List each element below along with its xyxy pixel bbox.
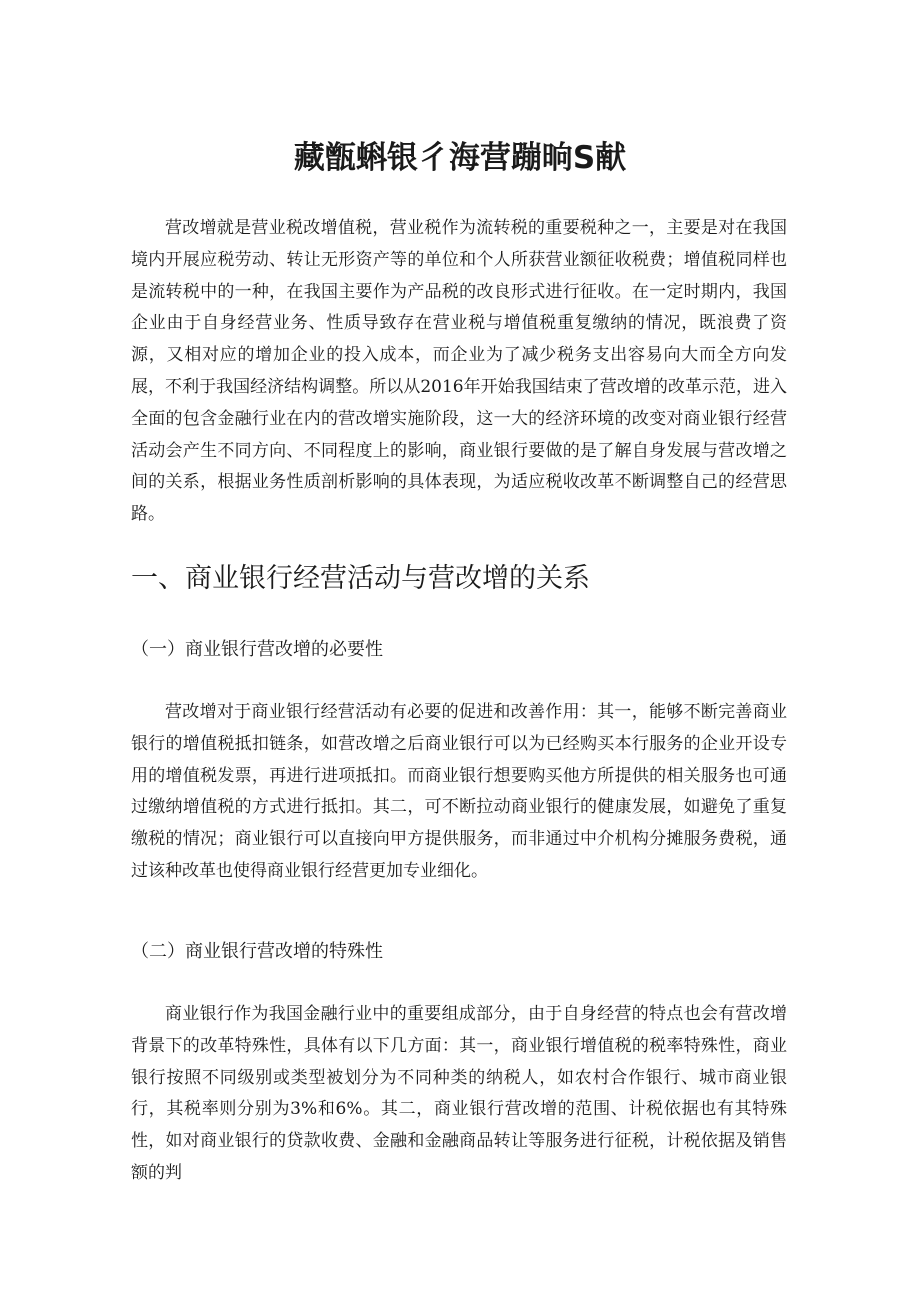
subsection-paragraph-1: 营改增对于商业银行经营活动有必要的促进和改善作用：其一，能够不断完善商业银行的增值税抵扣链条，如营改增之后商业银行可以为已经购买本行服务的企业开设专用的增值税发票，再进行进项抵扣。而商业银行想要购买他方所提供的相关服务也可通过缴纳增值税的方式进行抵扣。其二，可不断拉动商业银行的健康发展，如避免了重复缴税的情况；商业银行可以直接向甲方提供服务，而非通过中介机构分摊服务费税，通过该种改革也使得商业银行经营更加专业细化。 <box>131 702 787 881</box>
subsection-paragraph-2: 商业银行作为我国金融行业中的重要组成部分，由于自身经营的特点也会有营改增背景下的改革特殊性，具体有以下几方面：其一，商业银行增值税的税率特殊性，商业银行按照不同级别或类型被划分为不同种类的纳税人，如农村合作银行、城市商业银行，其税率则分别为3%和6%。其二，商业银行营改增的范围、计税依据也有其特殊性，如对商业银行的贷款收费、金融和金融商品转让等服务进行征税，计税依据及销售额的判 <box>131 1004 787 1183</box>
document-title: 藏甑蝌银彳海营蹦晌S献 <box>293 140 627 176</box>
subsection-heading-2: （二）商业银行营改增的特殊性 <box>131 941 383 962</box>
subsection-heading-1: （一）商业银行营改增的必要性 <box>131 639 383 660</box>
section-heading-1: 一、商业银行经营活动与营改增的关系 <box>131 563 590 594</box>
intro-paragraph: 营改增就是营业税改增值税，营业税作为流转税的重要税种之一，主要是对在我国境内开展应税劳动、转让无形资产等的单位和个人所获营业额征收税费；增值税同样也是流转税中的一种，在我国主要作为产品税的改良形式进行征收。在一定时期内，我国企业由于自身经营业务、性质导致存在营业税与增值税重复缴纳的情况，既浪费了资源，又相对应的增加企业的投入成本，而企业为了减少税务支出容易向大而全方向发展，不利于我国经济结构调整。所以从2016年开始我国结束了营改增的改革示范，进入全面的包含金融行业在内的营改增实施阶段，这一大的经济环境的改变对商业银行经营活动会产生不同方向、不同程度上的影响，商业银行要做的是了解自身发展与营改增之间的关系，根据业务性质剖析影响的具体表现，为适应税收改革不断调整自己的经营思路。 <box>131 218 787 525</box>
